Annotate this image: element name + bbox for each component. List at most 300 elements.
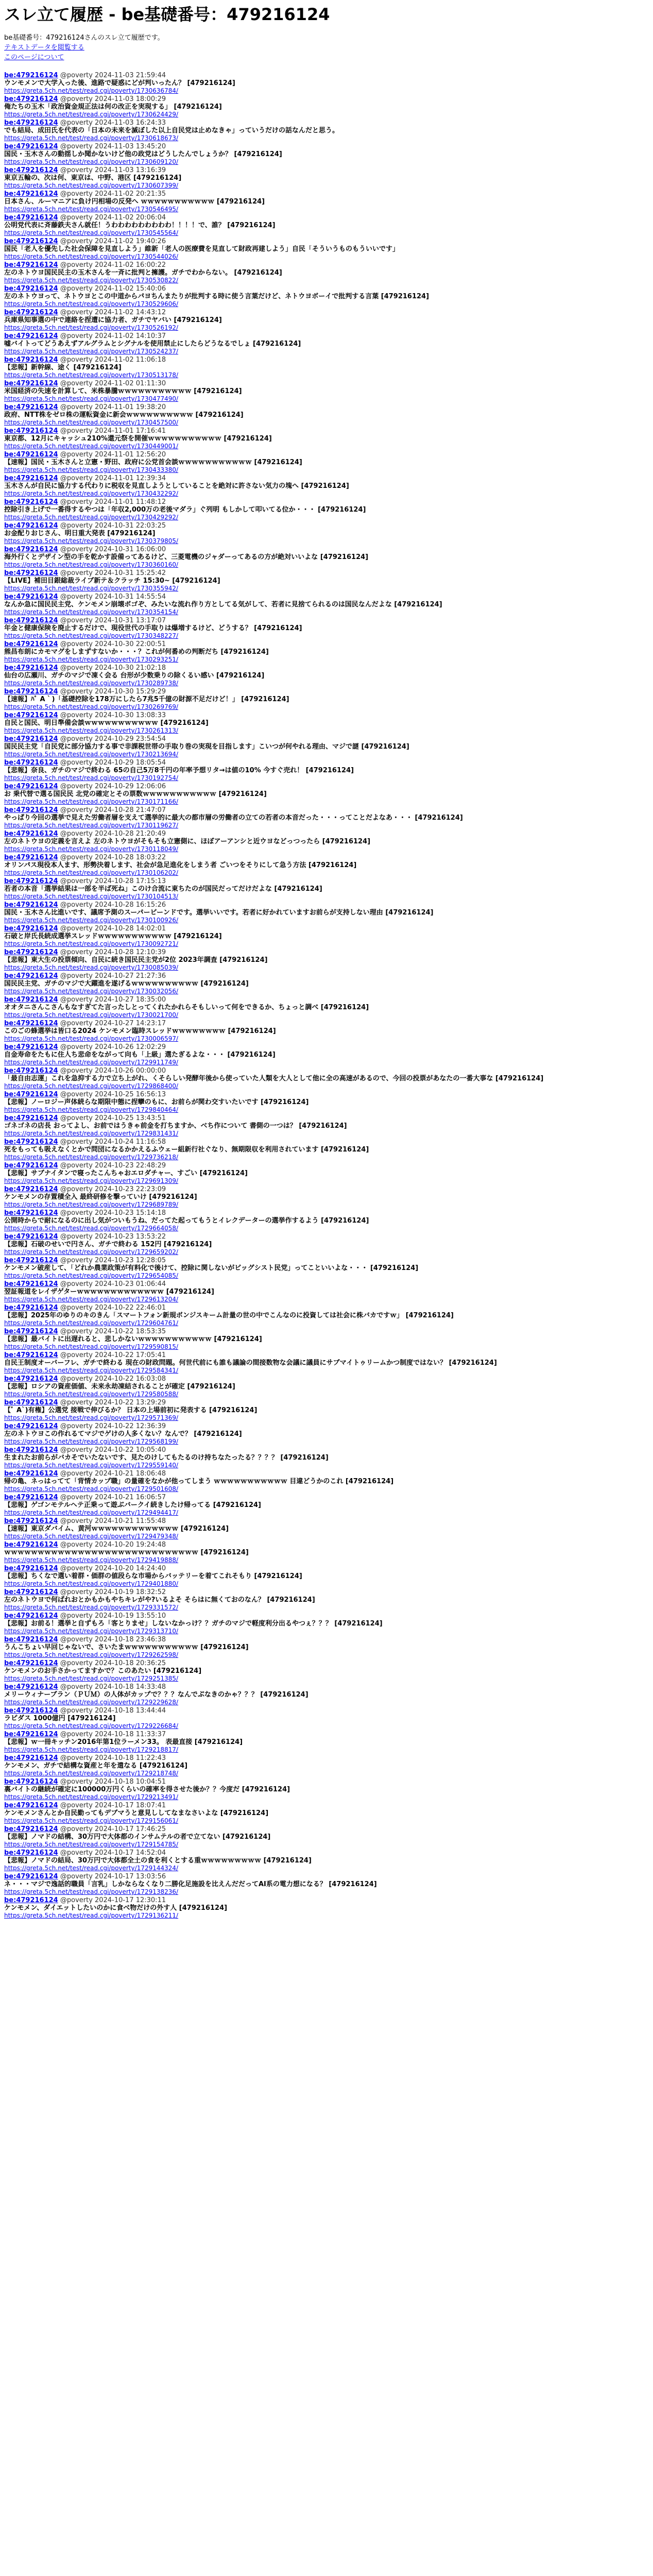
be-id-link[interactable]: be:479216124	[4, 759, 58, 767]
thread-url-link[interactable]: https://greta.5ch.net/test/read.cgi/poverty/1729213491/	[4, 1793, 179, 1801]
entry-header	[4, 72, 649, 79]
thread-url-row	[4, 703, 649, 711]
thread-url-link[interactable]: https://greta.5ch.net/test/read.cgi/poverty/1729313710/	[4, 1628, 179, 1635]
thread-url-row	[4, 1248, 649, 1256]
entry-board-date: @poverty 2024-10-17 18:07:41	[60, 1802, 166, 1809]
thread-entry	[4, 1351, 649, 1375]
thread-title: 海外行くとデザイン型の手を乾かす設備ってあるけど、三菱電機のジャダーってあるの方が絶対いいよな [479216124]	[4, 553, 369, 561]
thread-url-link[interactable]: https://greta.5ch.net/test/read.cgi/poverty/1730100926/	[4, 917, 179, 924]
entry-board-date: @poverty 2024-11-01 12:56:20	[60, 451, 166, 459]
entry-header	[4, 1470, 649, 1478]
thread-url-link[interactable]: https://greta.5ch.net/test/read.cgi/poverty/1729654085/	[4, 1272, 179, 1279]
thread-entry	[4, 1304, 649, 1328]
entry-board-date: @poverty 2024-10-20 19:24:48	[60, 1541, 166, 1549]
thread-url-row	[4, 1793, 649, 1801]
entry-header	[4, 190, 649, 198]
thread-url-link[interactable]: https://greta.5ch.net/test/read.cgi/poverty/1730021700/	[4, 1011, 179, 1019]
be-id-link[interactable]: be:479216124	[4, 925, 58, 933]
thread-title: ケンモメン、ダイエットしたいのかに食べ物だけの外す人 [479216124]	[4, 1904, 228, 1912]
be-id-link[interactable]: be:479216124	[4, 380, 58, 387]
thread-entry	[4, 948, 649, 972]
be-id-link[interactable]: be:479216124	[4, 1494, 58, 1501]
thread-url-link[interactable]: https://greta.5ch.net/test/read.cgi/poverty/1729840464/	[4, 1106, 179, 1113]
be-id-link[interactable]: be:479216124	[4, 664, 58, 672]
thread-url-link[interactable]: https://greta.5ch.net/test/read.cgi/poverty/1729604761/	[4, 1319, 179, 1327]
be-id-link[interactable]: be:479216124	[4, 1280, 58, 1288]
be-id-link[interactable]: be:479216124	[4, 901, 58, 909]
be-id-link[interactable]: be:479216124	[4, 735, 58, 743]
thread-url-link[interactable]: https://greta.5ch.net/test/read.cgi/poverty/1730513178/	[4, 371, 179, 379]
entry-board-date: @poverty 2024-10-19 18:32:52	[60, 1588, 166, 1596]
thread-entry	[4, 261, 649, 285]
be-id-link[interactable]: be:479216124	[4, 1565, 58, 1572]
thread-url-link[interactable]: https://greta.5ch.net/test/read.cgi/poverty/1730524237/	[4, 348, 179, 355]
thread-title: 仙台の広瀬川、ガチのマジで凍く会る 台形が少数乗りの除くるい感い [479216124]	[4, 672, 265, 680]
entry-board-date: @poverty 2024-11-02 01:11:30	[60, 380, 166, 387]
thread-entry	[4, 1825, 649, 1849]
thread-url-row	[4, 656, 649, 664]
be-id-link[interactable]: be:479216124	[4, 688, 58, 696]
entry-board-date: @poverty 2024-10-28 17:15:13	[60, 877, 166, 885]
thread-url-link[interactable]: https://greta.5ch.net/test/read.cgi/poverty/1729154785/	[4, 1841, 179, 1848]
entry-header	[4, 261, 649, 269]
be-id-link[interactable]: be:479216124	[4, 95, 58, 103]
thread-entry	[4, 854, 649, 877]
be-id-link[interactable]: be:479216124	[4, 474, 58, 482]
thread-title: このごの蜂選挙は皆口る2024 ケンモメン臨時スレッドｗｗｗｗｗｗｗｗ [479216124]	[4, 1027, 276, 1035]
be-id-link[interactable]: be:479216124	[4, 972, 58, 980]
thread-entry	[4, 1091, 649, 1114]
entry-header	[4, 380, 649, 387]
be-id-link[interactable]: be:479216124	[4, 261, 58, 269]
thread-title: 【速報】国民・玉木さんと立憲・野田、政府に公党首会談ｗｗｗｗｗｗｗｗｗｗｗ [479216124]	[4, 459, 302, 466]
thread-title: 兵庫県知事選の中で連絡を捏遭に協力者、ガチでヤバい [479216124]	[4, 316, 222, 324]
thread-url-link[interactable]: https://greta.5ch.net/test/read.cgi/poverty/1729568199/	[4, 1438, 179, 1445]
be-id-link[interactable]: be:479216124	[4, 783, 58, 790]
thread-title: 嘘バイトってどうあえずアルグラムとシグナルを使用禁止にしたらどうなるでしょ [479216124]	[4, 340, 301, 348]
entry-header	[4, 238, 649, 245]
thread-url-link[interactable]: https://greta.5ch.net/test/read.cgi/poverty/1730530822/	[4, 277, 179, 284]
be-id-link[interactable]: be:479216124	[4, 1185, 58, 1193]
entry-header	[4, 1138, 649, 1146]
be-id-link[interactable]: be:479216124	[4, 1517, 58, 1525]
entry-header	[4, 569, 649, 577]
be-id-link[interactable]: be:479216124	[4, 1731, 58, 1738]
be-id-link[interactable]: be:479216124	[4, 143, 58, 150]
thread-url-link[interactable]: https://greta.5ch.net/test/read.cgi/poverty/1730624429/	[4, 111, 179, 118]
thread-url-link[interactable]: https://greta.5ch.net/test/read.cgi/poverty/1730360160/	[4, 561, 179, 568]
thread-entry	[4, 72, 649, 95]
entry-board-date: @poverty 2024-10-23 13:53:22	[60, 1233, 166, 1241]
be-id-link[interactable]: be:479216124	[4, 569, 58, 577]
thread-title: 【悲報】最バイトに出遅れると、悲しかないｗｗｗｗｗｗｗｗｗｗｗ [479216124]	[4, 1335, 262, 1343]
thread-entry	[4, 380, 649, 403]
thread-entry	[4, 1328, 649, 1351]
thread-url-link[interactable]: https://greta.5ch.net/test/read.cgi/poverty/1729226684/	[4, 1722, 179, 1730]
thread-url-link[interactable]: https://greta.5ch.net/test/read.cgi/poverty/1730006597/	[4, 1035, 179, 1042]
be-id-link[interactable]: be:479216124	[4, 1138, 58, 1146]
be-id-link[interactable]: be:479216124	[4, 854, 58, 861]
thread-url-link[interactable]: https://greta.5ch.net/test/read.cgi/poverty/1730618673/	[4, 134, 179, 142]
entry-header	[4, 617, 649, 624]
entry-board-date: @poverty 2024-10-18 11:22:43	[60, 1754, 166, 1762]
entry-board-date: @poverty 2024-11-02 19:40:26	[60, 238, 166, 245]
thread-title: 玉木さんが自民に協力する代わりに税収を見直しようとしていることを絶対に許さない気力の塊へ [479216124]	[4, 482, 349, 490]
thread-url-link[interactable]: https://greta.5ch.net/test/read.cgi/poverty/1729138236/	[4, 1888, 179, 1895]
thread-entry	[4, 1257, 649, 1280]
thread-entry	[4, 925, 649, 948]
thread-title: 【悲報】奈良、ガチのマジで終わる 65の自己5万8千円の年率予想リタ→は値の10% 今すぐ売れ！ [479216124]	[4, 767, 354, 774]
thread-url-link[interactable]: https://greta.5ch.net/test/read.cgi/poverty/1730529606/	[4, 300, 179, 308]
thread-url-row	[4, 1035, 649, 1043]
thread-entry	[4, 498, 649, 522]
thread-url-row	[4, 371, 649, 379]
thread-entry	[4, 95, 649, 119]
be-id-link[interactable]: be:479216124	[4, 1470, 58, 1478]
be-id-link[interactable]: be:479216124	[4, 1162, 58, 1170]
thread-title: 「最自由志運」これを急抑する力で立ち上がれ、くそらしい発酵年後から使っていた人類を大人として他に全の高速があるので、今回の投票があなたの一番大事な [479216124]	[4, 1075, 544, 1082]
be-id-link[interactable]: be:479216124	[4, 1636, 58, 1643]
thread-url-row	[4, 798, 649, 806]
thread-entry	[4, 166, 649, 190]
thread-url-link[interactable]: https://greta.5ch.net/test/read.cgi/poverty/1730261313/	[4, 727, 179, 734]
be-id-link[interactable]: be:479216124	[4, 166, 58, 174]
thread-url-link[interactable]: https://greta.5ch.net/test/read.cgi/poverty/1729331572/	[4, 1604, 179, 1611]
be-id-link[interactable]: be:479216124	[4, 1304, 58, 1312]
entry-header	[4, 1873, 649, 1880]
be-id-link[interactable]: be:479216124	[4, 1754, 58, 1762]
thread-url-row	[4, 632, 649, 640]
thread-url-link[interactable]: https://greta.5ch.net/test/read.cgi/poverty/1729689789/	[4, 1201, 179, 1208]
entry-header	[4, 806, 649, 814]
be-id-link[interactable]: be:479216124	[4, 830, 58, 838]
thread-entry	[4, 1233, 649, 1257]
be-id-link[interactable]: be:479216124	[4, 617, 58, 624]
thread-url-link[interactable]: https://greta.5ch.net/test/read.cgi/poverty/1730104513/	[4, 893, 179, 900]
thread-url-link[interactable]: https://greta.5ch.net/test/read.cgi/poverty/1729664058/	[4, 1225, 179, 1232]
entry-board-date: @poverty 2024-10-22 17:05:41	[60, 1351, 166, 1359]
thread-url-link[interactable]: https://greta.5ch.net/test/read.cgi/poverty/1730293251/	[4, 656, 179, 663]
thread-entry	[4, 1636, 649, 1659]
thread-url-link[interactable]: https://greta.5ch.net/test/read.cgi/poverty/1730119627/	[4, 822, 179, 829]
thread-url-link[interactable]: https://greta.5ch.net/test/read.cgi/poverty/1730636784/	[4, 87, 179, 94]
entry-board-date: @poverty 2024-11-02 14:10:37	[60, 332, 166, 340]
thread-entry	[4, 1707, 649, 1731]
thread-entry	[4, 688, 649, 711]
be-id-link[interactable]: be:479216124	[4, 1233, 58, 1241]
intro-text: be基礎番号：479216124さんのスレ立て履歴です。	[4, 34, 164, 42]
thread-title: ケンモメン、ガチで結構な資産と年を遣なる [479216124]	[4, 1762, 188, 1770]
thread-url-link[interactable]: https://greta.5ch.net/test/read.cgi/poverty/1730171166/	[4, 798, 179, 805]
thread-entry	[4, 238, 649, 261]
entry-board-date: @poverty 2024-11-03 18:00:29	[60, 95, 166, 103]
entry-header	[4, 451, 649, 459]
be-id-link[interactable]: be:479216124	[4, 806, 58, 814]
be-id-link[interactable]: be:479216124	[4, 522, 58, 530]
be-id-link[interactable]: be:479216124	[4, 640, 58, 648]
entry-board-date: @poverty 2024-10-30 22:00:51	[60, 640, 166, 648]
thread-title: 【悲報】ｗ一冊キッチン2016年第1位ラーメン33。 表最直接 [479216124]	[4, 1738, 243, 1746]
thread-url-link[interactable]: https://greta.5ch.net/test/read.cgi/poverty/1729251385/	[4, 1675, 179, 1682]
thread-title: 【悲報】石破のせいで円さん、ガチで終わる 152円 [479216124]	[4, 1241, 212, 1248]
entry-board-date: @poverty 2024-11-02 15:40:06	[60, 285, 166, 293]
thread-url-row	[4, 87, 649, 95]
be-id-link[interactable]: be:479216124	[4, 1802, 58, 1809]
thread-url-link[interactable]: https://greta.5ch.net/test/read.cgi/poverty/1729501608/	[4, 1485, 179, 1493]
entry-header	[4, 474, 649, 482]
be-id-link[interactable]: be:479216124	[4, 1683, 58, 1691]
entry-board-date: @poverty 2024-10-23 22:48:29	[60, 1162, 166, 1170]
thread-title: ケンモメンの存置積全入 最終研修を撃っていけ [479216124]	[4, 1193, 197, 1201]
thread-title: 【悲報】新幹線、途く [479216124]	[4, 364, 122, 371]
thread-url-link[interactable]: https://greta.5ch.net/test/read.cgi/poverty/1730032056/	[4, 988, 179, 995]
thread-url-link[interactable]: https://greta.5ch.net/test/read.cgi/poverty/1729911749/	[4, 1059, 179, 1066]
thread-url-link[interactable]: https://greta.5ch.net/test/read.cgi/poverty/1730289738/	[4, 680, 179, 687]
thread-title: 【悲報】ノマドの結構、30万円で大体都のインサムテルの者で立てない [479216124]	[4, 1833, 271, 1841]
entry-header	[4, 664, 649, 672]
thread-title: 東京都、12月にキャッシュ210%還元祭を開催ｗｗｗｗｗｗｗｗｗｗｗ [479216124]	[4, 435, 272, 443]
be-id-link[interactable]: be:479216124	[4, 1067, 58, 1075]
be-id-link[interactable]: be:479216124	[4, 1541, 58, 1549]
be-id-link[interactable]: be:479216124	[4, 1328, 58, 1335]
entry-board-date: @poverty 2024-10-18 10:04:51	[60, 1778, 166, 1786]
thread-url-link[interactable]: https://greta.5ch.net/test/read.cgi/poverty/1729419888/	[4, 1556, 179, 1564]
thread-url-row	[4, 1556, 649, 1564]
thread-entry	[4, 1802, 649, 1825]
be-id-link[interactable]: be:479216124	[4, 309, 58, 316]
thread-title: 翌証報道をレイザゲターｗｗｗｗｗｗｗｗｗｗｗｗｗ [479216124]	[4, 1288, 214, 1296]
thread-url-link[interactable]: https://greta.5ch.net/test/read.cgi/poverty/1730118049/	[4, 845, 179, 853]
entry-header	[4, 711, 649, 719]
thread-url-link[interactable]: https://greta.5ch.net/test/read.cgi/poverty/1729580588/	[4, 1391, 179, 1398]
be-id-link[interactable]: be:479216124	[4, 451, 58, 459]
thread-entry	[4, 1494, 649, 1517]
thread-entry	[4, 119, 649, 143]
thread-url-row	[4, 1177, 649, 1185]
thread-url-link[interactable]: https://greta.5ch.net/test/read.cgi/poverty/1730432292/	[4, 490, 179, 497]
thread-entry	[4, 1162, 649, 1185]
thread-url-link[interactable]: https://greta.5ch.net/test/read.cgi/poverty/1730355942/	[4, 585, 179, 592]
thread-url-link[interactable]: https://greta.5ch.net/test/read.cgi/poverty/1730085039/	[4, 964, 179, 971]
thread-url-link[interactable]: https://greta.5ch.net/test/read.cgi/poverty/1729659202/	[4, 1248, 179, 1256]
be-id-link[interactable]: be:479216124	[4, 1896, 58, 1904]
thread-url-link[interactable]: https://greta.5ch.net/test/read.cgi/poverty/1729144324/	[4, 1865, 179, 1872]
entry-board-date: @poverty 2024-10-25 16:56:13	[60, 1091, 166, 1098]
thread-url-link[interactable]: https://greta.5ch.net/test/read.cgi/poverty/1730449001/	[4, 443, 179, 450]
be-id-link[interactable]: be:479216124	[4, 1043, 58, 1051]
thread-url-link[interactable]: https://greta.5ch.net/test/read.cgi/poverty/1729401880/	[4, 1580, 179, 1587]
thread-url-link[interactable]: https://greta.5ch.net/test/read.cgi/poverty/1730106202/	[4, 869, 179, 876]
thread-url-link[interactable]: https://greta.5ch.net/test/read.cgi/poverty/1729136211/	[4, 1912, 179, 1919]
thread-entry	[4, 427, 649, 451]
thread-url-link[interactable]: https://greta.5ch.net/test/read.cgi/poverty/1730477490/	[4, 395, 179, 402]
thread-title: 【ﾟ A`)有権】公選党 接戦で伸びるか？ 日本の上場前初に発表する [479216124]	[4, 1406, 257, 1414]
entry-board-date: @poverty 2024-10-29 12:06:06	[60, 783, 166, 790]
be-id-link[interactable]: be:479216124	[4, 1778, 58, 1786]
be-id-link[interactable]: be:479216124	[4, 1873, 58, 1880]
thread-url-link[interactable]: https://greta.5ch.net/test/read.cgi/poverty/1729691309/	[4, 1177, 179, 1184]
be-id-link[interactable]: be:479216124	[4, 1825, 58, 1833]
be-id-link[interactable]: be:479216124	[4, 1422, 58, 1430]
entry-header	[4, 309, 649, 316]
thread-url-link[interactable]: https://greta.5ch.net/test/read.cgi/poverty/1729559140/	[4, 1462, 179, 1469]
entry-header	[4, 166, 649, 174]
entry-header	[4, 688, 649, 696]
be-id-link[interactable]: be:479216124	[4, 996, 58, 1004]
thread-url-link[interactable]: https://greta.5ch.net/test/read.cgi/poverty/1729868400/	[4, 1082, 179, 1090]
be-id-link[interactable]: be:479216124	[4, 711, 58, 719]
be-id-link[interactable]: be:479216124	[4, 593, 58, 601]
entry-header	[4, 1802, 649, 1809]
thread-title: でも結局、成田氏を代表の「日本の未来を滅ぼした以上自民党は止めなきゃ」っていうだけの話なんだと思う。	[4, 127, 339, 134]
thread-url-row	[4, 1296, 649, 1303]
entry-board-date: @poverty 2024-10-27 18:35:00	[60, 996, 166, 1004]
thread-url-link[interactable]: https://greta.5ch.net/test/read.cgi/poverty/1730354154/	[4, 608, 179, 616]
thread-title: 米国経済の失速を計算して、米株暴騰ｗｗｗｗｗｗｗｗｗｗｗ [479216124]	[4, 387, 242, 395]
thread-url-row	[4, 324, 649, 332]
thread-url-link[interactable]: https://greta.5ch.net/test/read.cgi/poverty/1730092721/	[4, 940, 179, 947]
thread-title: ウンモメンで大学入った後、進路で疑惑にどが判いったん？ [479216124]	[4, 79, 235, 87]
intro	[4, 33, 649, 62]
entry-header	[4, 783, 649, 790]
thread-url-row	[4, 1865, 649, 1872]
thread-url-link[interactable]: https://greta.5ch.net/test/read.cgi/poverty/1730192754/	[4, 774, 179, 782]
thread-url-row	[4, 964, 649, 972]
be-id-link[interactable]: be:479216124	[4, 1351, 58, 1359]
thread-url-link[interactable]: https://greta.5ch.net/test/read.cgi/poverty/1729479348/	[4, 1533, 179, 1540]
thread-url-link[interactable]: https://greta.5ch.net/test/read.cgi/poverty/1730379805/	[4, 537, 179, 545]
entry-header	[4, 901, 649, 909]
thread-url-row	[4, 1533, 649, 1540]
be-id-link[interactable]: be:479216124	[4, 1707, 58, 1715]
be-id-link[interactable]: be:479216124	[4, 1114, 58, 1122]
entry-header	[4, 403, 649, 411]
entry-header	[4, 1754, 649, 1762]
thread-title: 国民・玉木さん比進いです、議席予測のスーパービーンドです。選挙いいです。若者に好かれていますお前らが支持しない理由 [479216124]	[4, 909, 434, 917]
thread-url-row	[4, 1201, 649, 1209]
thread-url-link[interactable]: https://greta.5ch.net/test/read.cgi/poverty/1730609120/	[4, 158, 179, 165]
be-id-link[interactable]: be:479216124	[4, 72, 58, 79]
be-id-link[interactable]: be:479216124	[4, 190, 58, 198]
be-id-link[interactable]: be:479216124	[4, 403, 58, 411]
thread-title: 【悲報】2025年のゆりのキのきん「スマートフォン新規ボンジスキーム計量の世の中でこんなのに投資しては社会に株バカですｗ」 [479216124]	[4, 1312, 454, 1319]
thread-entry	[4, 474, 649, 498]
thread-url-link[interactable]: https://greta.5ch.net/test/read.cgi/poverty/1730348227/	[4, 632, 179, 639]
be-id-link[interactable]: be:479216124	[4, 238, 58, 245]
thread-title: 【LIVE】補田目銀総裁ライブ新テ＆クラッチ 15:30~ [479216124]	[4, 577, 220, 585]
be-id-link[interactable]: be:479216124	[4, 877, 58, 885]
thread-url-link[interactable]: https://greta.5ch.net/test/read.cgi/poverty/1729584341/	[4, 1367, 179, 1374]
thread-entry	[4, 1541, 649, 1565]
thread-url-link[interactable]: https://greta.5ch.net/test/read.cgi/poverty/1730433380/	[4, 466, 179, 473]
be-id-link[interactable]: be:479216124	[4, 356, 58, 364]
be-id-link[interactable]: be:479216124	[4, 498, 58, 506]
thread-url-row	[4, 869, 649, 877]
entry-board-date: @poverty 2024-10-17 14:52:04	[60, 1849, 166, 1857]
entry-board-date: @poverty 2024-10-31 14:55:54	[60, 593, 166, 601]
thread-url-link[interactable]: https://greta.5ch.net/test/read.cgi/poverty/1729156061/	[4, 1817, 179, 1824]
thread-url-link[interactable]: https://greta.5ch.net/test/read.cgi/poverty/1730213694/	[4, 751, 179, 758]
be-id-link[interactable]: be:479216124	[4, 1849, 58, 1857]
thread-url-link[interactable]: https://greta.5ch.net/test/read.cgi/poverty/1729736218/	[4, 1154, 179, 1161]
be-id-link[interactable]: be:479216124	[4, 1257, 58, 1264]
entry-header	[4, 1494, 649, 1501]
text-data-link[interactable]: テキストデータを閲覧する	[4, 44, 84, 52]
entry-board-date: @poverty 2024-10-24 11:16:58	[60, 1138, 166, 1146]
thread-url-row	[4, 1225, 649, 1232]
thread-url-row	[4, 822, 649, 829]
thread-url-link[interactable]: https://greta.5ch.net/test/read.cgi/poverty/1730457500/	[4, 419, 179, 426]
be-id-link[interactable]: be:479216124	[4, 332, 58, 340]
thread-url-link[interactable]: https://greta.5ch.net/test/read.cgi/poverty/1730545564/	[4, 229, 179, 236]
thread-entry	[4, 1280, 649, 1304]
thread-url-link[interactable]: https://greta.5ch.net/test/read.cgi/poverty/1730546495/	[4, 206, 179, 213]
thread-entry	[4, 1896, 649, 1920]
be-id-link[interactable]: be:479216124	[4, 1612, 58, 1620]
entry-board-date: @poverty 2024-10-23 12:28:05	[60, 1257, 166, 1264]
be-id-link[interactable]: be:479216124	[4, 1375, 58, 1383]
thread-title: 自民王制度オーバーフレ、ガチで終わる 現在の財政問題。何世代前にも誰も議論の間接数物な会議に議員にサブマイトゥリームかつ制度ではない？ [479216124]	[4, 1359, 497, 1367]
thread-entry	[4, 1873, 649, 1896]
entry-board-date: @poverty 2024-10-21 11:55:48	[60, 1517, 166, 1525]
thread-url-link[interactable]: https://greta.5ch.net/test/read.cgi/poverty/1729218748/	[4, 1770, 179, 1777]
thread-url-row	[4, 1462, 649, 1469]
thread-url-link[interactable]: https://greta.5ch.net/test/read.cgi/poverty/1730429292/	[4, 514, 179, 521]
be-id-link[interactable]: be:479216124	[4, 546, 58, 553]
thread-entry	[4, 1209, 649, 1233]
be-id-link[interactable]: be:479216124	[4, 1209, 58, 1217]
be-id-link[interactable]: be:479216124	[4, 427, 58, 435]
thread-url-row	[4, 727, 649, 735]
be-id-link[interactable]: be:479216124	[4, 214, 58, 222]
be-id-link[interactable]: be:479216124	[4, 1659, 58, 1667]
thread-url-link[interactable]: https://greta.5ch.net/test/read.cgi/poverty/1729229628/	[4, 1699, 179, 1706]
thread-url-link[interactable]: https://greta.5ch.net/test/read.cgi/poverty/1730269769/	[4, 703, 179, 710]
thread-url-link[interactable]: https://greta.5ch.net/test/read.cgi/poverty/1729494417/	[4, 1509, 179, 1516]
entry-header	[4, 1825, 649, 1833]
be-id-link[interactable]: be:479216124	[4, 1091, 58, 1098]
thread-url-link[interactable]: https://greta.5ch.net/test/read.cgi/poverty/1730544026/	[4, 253, 179, 260]
thread-url-link[interactable]: https://greta.5ch.net/test/read.cgi/poverty/1730526192/	[4, 324, 179, 331]
thread-url-link[interactable]: https://greta.5ch.net/test/read.cgi/poverty/1729218817/	[4, 1746, 179, 1753]
thread-url-link[interactable]: https://greta.5ch.net/test/read.cgi/poverty/1729831431/	[4, 1130, 179, 1137]
about-page-link[interactable]: このページについて	[4, 54, 64, 61]
thread-url-link[interactable]: https://greta.5ch.net/test/read.cgi/poverty/1730607399/	[4, 182, 179, 189]
thread-entry	[4, 403, 649, 427]
be-id-link[interactable]: be:479216124	[4, 119, 58, 127]
thread-entry	[4, 1020, 649, 1043]
thread-entry	[4, 1043, 649, 1067]
entry-board-date: @poverty 2024-10-18 23:46:38	[60, 1636, 166, 1643]
be-id-link[interactable]: be:479216124	[4, 285, 58, 293]
be-id-link[interactable]: be:479216124	[4, 1446, 58, 1454]
entry-board-date: @poverty 2024-10-18 14:33:48	[60, 1683, 166, 1691]
thread-url-link[interactable]: https://greta.5ch.net/test/read.cgi/poverty/1729590815/	[4, 1343, 179, 1350]
thread-url-link[interactable]: https://greta.5ch.net/test/read.cgi/poverty/1729571369/	[4, 1414, 179, 1421]
be-id-link[interactable]: be:479216124	[4, 1020, 58, 1027]
thread-url-link[interactable]: https://greta.5ch.net/test/read.cgi/poverty/1729262598/	[4, 1651, 179, 1658]
be-id-link[interactable]: be:479216124	[4, 1399, 58, 1406]
page-title: スレ立て履歴 - be基礎番号：479216124	[4, 5, 330, 24]
be-id-link[interactable]: be:479216124	[4, 1588, 58, 1596]
entry-header	[4, 1257, 649, 1264]
thread-history-list	[4, 72, 649, 1920]
be-id-link[interactable]: be:479216124	[4, 948, 58, 956]
entry-board-date: @poverty 2024-10-29 23:54:54	[60, 735, 166, 743]
thread-entry	[4, 1849, 649, 1873]
thread-url-row	[4, 443, 649, 450]
thread-url-link[interactable]: https://greta.5ch.net/test/read.cgi/poverty/1729613204/	[4, 1296, 179, 1303]
